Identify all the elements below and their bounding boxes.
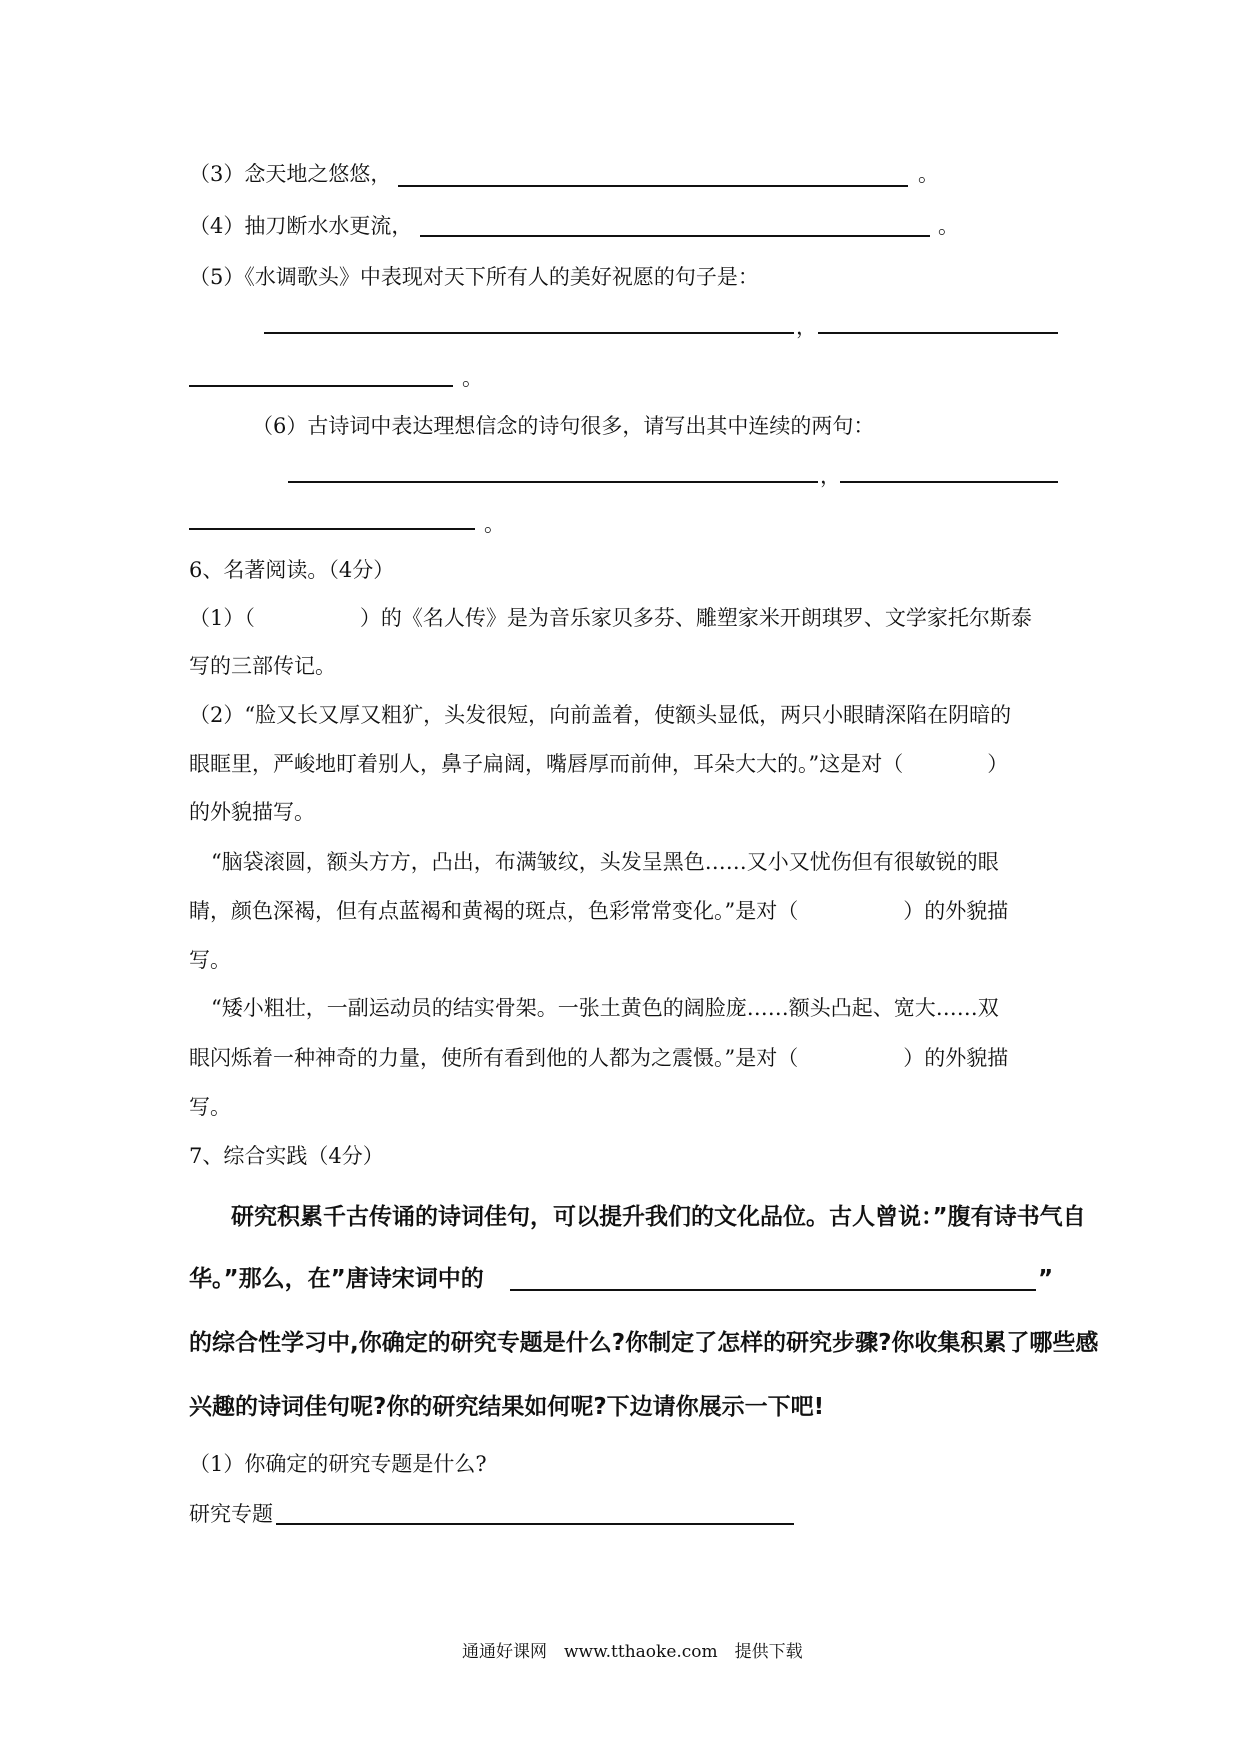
section-7-question-1: （1）你确定的研究专题是什么? bbox=[189, 1452, 487, 1476]
section-6-item-3-line-2: 睛，颜色深褐，但有点蓝褐和黄褐的斑点，色彩常常变化。”是对（ ）的外貌描 bbox=[189, 899, 1009, 923]
section-6-title: 6、名著阅读。（4分） bbox=[189, 558, 395, 582]
question-4-prompt: （4）抽刀断水水更流， bbox=[189, 214, 413, 238]
answer-blank-q6-c[interactable] bbox=[189, 528, 475, 530]
answer-blank-q3[interactable] bbox=[398, 185, 908, 187]
section-7-paragraph-quote-end: ” bbox=[1038, 1266, 1054, 1292]
item-1-text: （1）（ ）的《名人传》是为音乐家贝多芬、雕塑家米开朗琪罗、文学家托尔斯泰 bbox=[189, 606, 1032, 630]
answer-blank-q5-c[interactable] bbox=[189, 385, 453, 387]
question-5-prompt: （5）《水调歌头》中表现对天下所有人的美好祝愿的句子是： bbox=[189, 265, 759, 289]
section-6-item-2-line-2: 眼眶里，严峻地盯着别人，鼻子扁阔，嘴唇厚而前伸，耳朵大大的。”这是对（ ） bbox=[189, 752, 1009, 776]
answer-blank-q5-b[interactable] bbox=[818, 332, 1058, 334]
section-6-item-4-line-2: 眼闪烁着一种神奇的力量，使所有看到他的人都为之震慑。”是对（ ）的外貌描 bbox=[189, 1046, 1009, 1070]
question-4-end: 。 bbox=[938, 214, 959, 238]
answer-blank-research-topic[interactable] bbox=[276, 1523, 794, 1525]
section-6-item-1-line-2: 写的三部传记。 bbox=[189, 654, 336, 678]
section-7-paragraph-line-4: 兴趣的诗词佳句呢?你的研究结果如何呢?下边请你展示一下吧! bbox=[189, 1394, 825, 1420]
section-6-item-4-line-1: “矮小粗壮，一副运动员的结实骨架。一张土黄色的阔脸庞……额头凸起、宽大……双 bbox=[211, 996, 999, 1020]
section-7-paragraph-line-3: 的综合性学习中,你确定的研究专题是什么?你制定了怎样的研究步骤?你收集积累了哪些感 bbox=[189, 1330, 1099, 1356]
answer-blank-q5-a[interactable] bbox=[264, 332, 794, 334]
question-5-comma: ， bbox=[796, 315, 817, 339]
section-7-paragraph-line-1: 研究积累千古传诵的诗词佳句，可以提升我们的文化品位。古人曾说：”腹有诗书气自 bbox=[231, 1204, 1086, 1230]
answer-blank-q4[interactable] bbox=[420, 235, 930, 237]
question-6-comma: ， bbox=[820, 464, 841, 488]
section-7-title: 7、综合实践（4分） bbox=[189, 1144, 384, 1168]
question-5-end: 。 bbox=[462, 366, 483, 390]
research-topic-label: 研究专题 bbox=[189, 1502, 273, 1526]
answer-blank-section-7-topic[interactable] bbox=[510, 1289, 1036, 1291]
question-6-end: 。 bbox=[484, 512, 505, 536]
section-6-item-1-line-1 bbox=[189, 604, 1058, 632]
page-footer: 通通好课网 www.tthaoke.com 提供下载 bbox=[462, 1642, 803, 1662]
section-6-item-3-line-3: 写。 bbox=[189, 948, 231, 972]
answer-blank-q6-a[interactable] bbox=[288, 481, 818, 483]
section-6-item-2-line-1: （2）“脸又长又厚又粗犷，头发很短，向前盖着，使额头显低，两只小眼睛深陷在阴暗的 bbox=[189, 703, 1012, 727]
section-6-item-3-line-1: “脑袋滚圆，额头方方，凸出，布满皱纹，头发呈黑色……又小又忧伤但有很敏锐的眼 bbox=[211, 850, 999, 874]
answer-blank-q6-b[interactable] bbox=[840, 481, 1058, 483]
question-6-prompt: （6）古诗词中表达理想信念的诗句很多，请写出其中连续的两句： bbox=[252, 414, 875, 438]
section-6-item-4-line-3: 写。 bbox=[189, 1095, 231, 1119]
section-6-item-2-line-3: 的外貌描写。 bbox=[189, 800, 315, 824]
section-7-paragraph-line-2: 华。”那么，在”唐诗宋词中的 bbox=[189, 1266, 484, 1292]
question-3-end: 。 bbox=[918, 162, 939, 186]
question-3-prompt: （3）念天地之悠悠， bbox=[189, 162, 392, 186]
